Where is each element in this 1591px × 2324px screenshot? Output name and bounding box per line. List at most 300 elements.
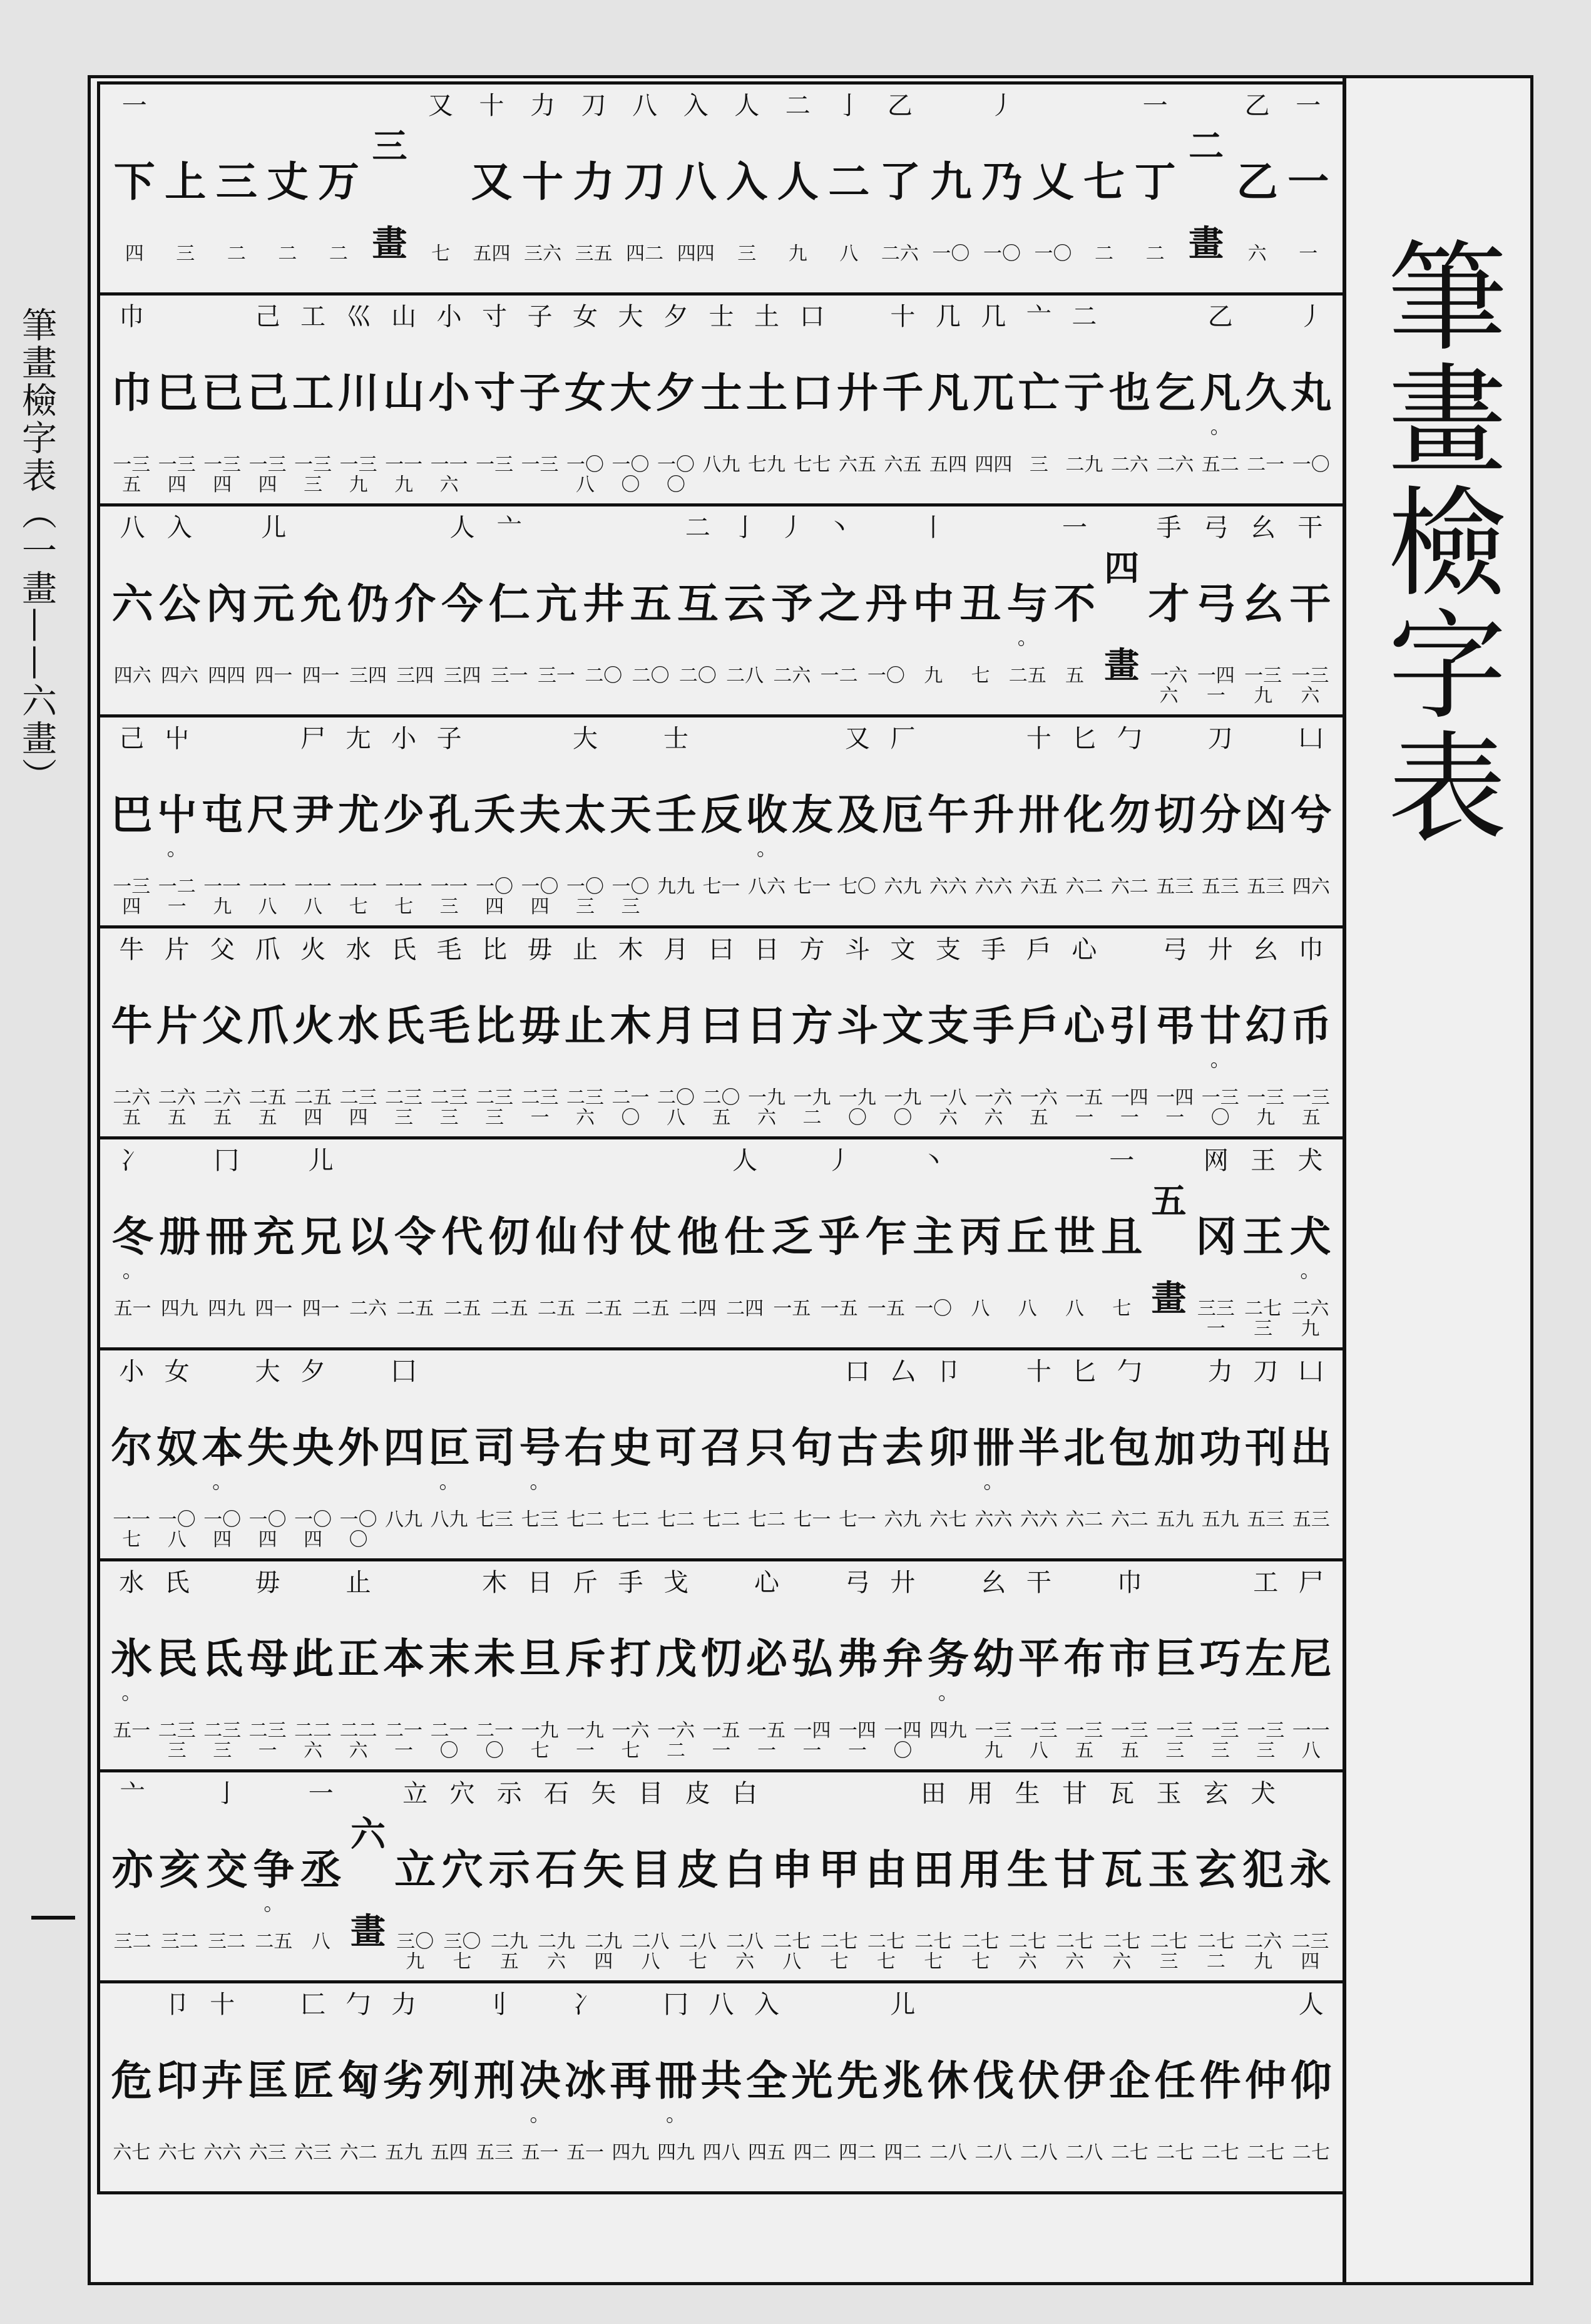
radical-label: 女 <box>573 302 598 331</box>
character-entry <box>874 85 926 292</box>
page-reference: 六二 <box>339 2142 377 2164</box>
radical-label: 一 <box>121 91 147 120</box>
character: 立 <box>394 1845 436 1894</box>
character: 井 <box>583 579 625 628</box>
page-reference: 三二 <box>160 1931 198 1953</box>
character: 尼 <box>1290 1634 1332 1683</box>
radical-label: 巾 <box>1298 935 1324 964</box>
page-reference: 一一八 <box>294 876 332 918</box>
page-reference: 二六 <box>1110 454 1148 476</box>
character-entry <box>608 296 653 503</box>
page-reference: 二 <box>227 243 246 265</box>
character: 左 <box>1245 1634 1287 1683</box>
radical-label: 止 <box>573 935 598 964</box>
character-entry <box>290 1983 335 2191</box>
character: 甘 <box>1054 1845 1095 1894</box>
page-reference: 一三三 <box>1201 1720 1239 1762</box>
radical-label: 巛 <box>345 302 371 331</box>
radical-label: 工 <box>1253 1568 1279 1597</box>
page-reference: 二七 <box>1247 2142 1285 2164</box>
character: 父 <box>202 1001 243 1050</box>
variant-mark: 。 <box>529 1469 550 1493</box>
character: 仍 <box>347 579 389 628</box>
character: 比 <box>474 1001 516 1050</box>
index-rows <box>91 78 1349 2282</box>
character: 史 <box>610 1423 652 1472</box>
page-reference: 八 <box>971 1298 990 1320</box>
page-reference: 二三四 <box>339 1087 377 1129</box>
character-entry <box>203 506 250 714</box>
character-entry <box>1107 1350 1152 1558</box>
character-entry <box>109 1350 154 1558</box>
page-reference: 一三四 <box>203 454 242 496</box>
page-reference: 一一三 <box>430 876 468 918</box>
page-reference: 二〇 <box>678 665 717 687</box>
character: 争 <box>253 1845 295 1894</box>
page-reference: 四九 <box>611 2142 650 2164</box>
character-entry <box>619 85 670 292</box>
character: 本 <box>202 1423 243 1472</box>
character: 元 <box>253 579 295 628</box>
character: 弔 <box>1154 1001 1196 1050</box>
radical-label: 弓 <box>1162 935 1188 964</box>
character-entry <box>698 296 744 503</box>
radical-label: 一 <box>308 1779 334 1808</box>
variant-mark: 。 <box>212 1469 233 1493</box>
page-reference: 一四一 <box>793 1720 831 1762</box>
character-entry <box>1016 1983 1062 2191</box>
character-entry <box>1051 1772 1098 1980</box>
character-entry <box>653 928 698 1136</box>
character: 半 <box>1018 1423 1060 1472</box>
page-reference: 二六九 <box>1291 1298 1329 1340</box>
character: 厄 <box>882 790 924 839</box>
character: 丘 <box>1006 1212 1048 1261</box>
variant-mark: 。 <box>983 1469 1004 1493</box>
page-reference: 二三一 <box>521 1087 559 1129</box>
character: 件 <box>1199 2056 1241 2105</box>
radical-label: 大 <box>255 1357 280 1386</box>
page-reference: 九 <box>924 665 943 687</box>
variant-mark: 。 <box>263 1891 284 1915</box>
radical-label: 刀 <box>1207 724 1233 753</box>
radical-label: 小 <box>391 724 417 753</box>
character-entry <box>290 1350 335 1558</box>
character-entry <box>250 1139 297 1347</box>
character-entry <box>653 1983 698 2191</box>
character-entry <box>1287 506 1334 714</box>
character-entry <box>290 296 335 503</box>
page-reference: 四一 <box>302 665 340 687</box>
character-entry <box>1192 1772 1239 1980</box>
page-reference: 二七七 <box>867 1931 905 1973</box>
page-reference: 一〇四 <box>476 876 514 918</box>
character: 匡 <box>247 2056 289 2105</box>
radical-label: 小 <box>119 1357 145 1386</box>
radical-label: 二 <box>785 91 811 120</box>
radical-label: 心 <box>1072 935 1097 964</box>
character: 仕 <box>724 1212 766 1261</box>
radical-label: 山 <box>391 302 417 331</box>
page-reference: 二五 <box>490 1298 528 1320</box>
radical-label: 大 <box>618 302 643 331</box>
character: 丹 <box>865 579 907 628</box>
radical-label: 片 <box>164 935 190 964</box>
page-reference: 八 <box>1065 1298 1084 1320</box>
index-row <box>97 925 1346 1139</box>
page-reference: 一〇 <box>1292 454 1330 476</box>
page-reference: 六六 <box>929 876 967 898</box>
character: 乍 <box>865 1212 907 1261</box>
character: 口 <box>791 368 833 417</box>
character: 王 <box>1242 1212 1284 1261</box>
character-entry <box>154 296 199 503</box>
character-entry <box>722 85 773 292</box>
character-entry <box>1062 1983 1107 2191</box>
radical-label: 厶 <box>890 1357 916 1386</box>
stroke-count-number: 二 <box>1189 126 1224 167</box>
page-reference: 一九〇 <box>838 1087 876 1129</box>
character: 十 <box>522 157 564 206</box>
page-reference: 二三三 <box>203 1720 242 1762</box>
page-reference: 二一 <box>1247 454 1285 476</box>
character: 忉 <box>700 1634 742 1683</box>
character-entry <box>381 928 426 1136</box>
character-entry <box>1004 1772 1051 1980</box>
character-entry <box>971 1350 1016 1558</box>
character: 伐 <box>973 2056 1015 2105</box>
character-entry <box>426 1983 471 2191</box>
variant-mark: 。 <box>122 1258 143 1282</box>
page-reference: 一一七 <box>385 876 423 918</box>
character: 了 <box>879 157 921 206</box>
character: 犬 <box>1289 1212 1331 1261</box>
radical-label: 丶 <box>921 1146 946 1175</box>
page-reference: 一五一 <box>1065 1087 1103 1129</box>
radical-label: 八 <box>632 91 658 120</box>
character-entry <box>203 1139 250 1347</box>
character-entry <box>744 717 789 925</box>
character: 印 <box>156 2056 198 2105</box>
radical-label: 亠 <box>496 513 522 542</box>
page-reference: 四一 <box>302 1298 340 1320</box>
radical-label: 冫 <box>120 1146 145 1175</box>
page-reference: 一〇〇 <box>611 454 650 496</box>
radical-label: 寸 <box>482 302 508 331</box>
radical-label: 心 <box>754 1568 779 1597</box>
page-reference: 五九 <box>1201 1509 1239 1531</box>
character-entry <box>1198 928 1243 1136</box>
character-entry <box>154 1561 199 1769</box>
page-reference: 一〇三 <box>611 876 650 918</box>
character: 干 <box>1289 579 1331 628</box>
character-entry <box>880 717 925 925</box>
radical-label: 冂 <box>214 1146 240 1175</box>
page-reference: 二五五 <box>248 1087 287 1129</box>
character-entry <box>109 928 154 1136</box>
page-reference: 二七 <box>1110 2142 1148 2164</box>
character: 充 <box>253 1212 295 1261</box>
character: 正 <box>337 1634 379 1683</box>
character-entry <box>1243 717 1288 925</box>
character-entry <box>211 85 262 292</box>
character: 付 <box>583 1212 625 1261</box>
page-reference: 四二 <box>626 243 664 265</box>
radical-label: 匕 <box>1072 724 1097 753</box>
radical-label: 儿 <box>308 1146 334 1175</box>
character: 乎 <box>818 1212 860 1261</box>
page-reference: 一三 <box>476 454 514 476</box>
character: 冰 <box>565 2056 606 2105</box>
character-entry <box>344 506 391 714</box>
index-row <box>97 714 1346 928</box>
page-reference: 二六 <box>1156 454 1194 476</box>
character: 丙 <box>959 1212 1001 1261</box>
character-entry <box>472 928 517 1136</box>
character: 弗 <box>836 1634 878 1683</box>
character: 乏 <box>771 1212 813 1261</box>
radical-label: 人 <box>734 91 760 120</box>
character-entry <box>608 1350 653 1558</box>
character-entry <box>517 296 562 503</box>
character-entry <box>109 1139 156 1347</box>
character: 交 <box>206 1845 248 1894</box>
character: 工 <box>292 368 334 417</box>
character-entry <box>957 1139 1004 1347</box>
page-reference: 八 <box>839 243 859 265</box>
character: 白 <box>724 1845 766 1894</box>
character: 毋 <box>519 1001 561 1050</box>
page-reference: 四九 <box>160 1298 198 1320</box>
page-reference: 二七 <box>1156 2142 1194 2164</box>
character-entry <box>1289 717 1334 925</box>
page-reference: 二七三 <box>1150 1931 1188 1973</box>
radical-label: 父 <box>210 935 235 964</box>
character: 民 <box>156 1634 198 1683</box>
character: 互 <box>677 579 719 628</box>
character: 出 <box>1290 1423 1332 1472</box>
character-entry <box>297 506 344 714</box>
page-reference: 二八 <box>726 665 764 687</box>
page-reference: 三 <box>737 243 757 265</box>
character: 水 <box>337 1001 379 1050</box>
page-reference: 二 <box>1145 243 1165 265</box>
character: 手 <box>973 1001 1015 1050</box>
page-reference: 一 <box>1299 243 1318 265</box>
radical-label: 皮 <box>685 1779 710 1808</box>
page-reference: 二五四 <box>294 1087 332 1129</box>
page-reference: 一三三 <box>294 454 332 496</box>
page-reference: 五四 <box>473 243 511 265</box>
character: 久 <box>1245 368 1287 417</box>
page-reference: 一一七 <box>339 876 377 918</box>
character-entry <box>880 1561 925 1769</box>
character: 且 <box>1101 1212 1143 1261</box>
page-reference: 三 <box>176 243 195 265</box>
character: 巳 <box>156 368 198 417</box>
character: 引 <box>1108 1001 1150 1050</box>
character-entry <box>722 1139 769 1347</box>
character: 巧 <box>1199 1634 1241 1683</box>
stroke-count-label: 畫 <box>1189 223 1224 264</box>
character: 刀 <box>624 157 666 206</box>
radical-label: 刀 <box>1253 1357 1279 1386</box>
page-reference: 八九 <box>702 454 740 476</box>
radical-label: 廾 <box>890 1568 916 1597</box>
character: 亡 <box>1018 368 1060 417</box>
page-reference: 二八六 <box>726 1931 764 1973</box>
character-entry <box>880 1350 925 1558</box>
character-entry <box>426 296 471 503</box>
radical-label: 丿 <box>989 91 1015 120</box>
page-reference: 二六五 <box>158 1087 196 1129</box>
character: 六 <box>111 579 153 628</box>
index-row <box>97 1347 1346 1561</box>
character: 子 <box>519 368 561 417</box>
character: 凡 <box>927 368 969 417</box>
radical-label: 子 <box>527 302 553 331</box>
character-entry <box>1198 717 1243 925</box>
character: 夫 <box>519 790 561 839</box>
page-reference: 四六 <box>160 665 198 687</box>
character-entry <box>880 296 925 503</box>
page-reference: 二五 <box>255 1931 293 1953</box>
character: 市 <box>1108 1634 1150 1683</box>
page-reference: 二七七 <box>961 1931 1000 1973</box>
page-reference: 一三〇 <box>1201 1087 1239 1129</box>
character: 主 <box>913 1212 954 1261</box>
character: 卌 <box>973 1423 1015 1472</box>
radical-label: 丨 <box>921 513 946 542</box>
radical-label: 氏 <box>164 1568 190 1597</box>
character: 仲 <box>1245 2056 1287 2105</box>
character-entry <box>154 928 199 1136</box>
page-reference: 二五 <box>1008 665 1046 687</box>
radical-label: 甘 <box>1062 1779 1087 1808</box>
character-entry <box>744 928 789 1136</box>
character-entry <box>722 506 769 714</box>
character-entry <box>789 928 834 1136</box>
radical-label: 毋 <box>255 1568 280 1597</box>
radical-label: 幺 <box>981 1568 1006 1597</box>
page-reference: 六二 <box>1065 1509 1103 1531</box>
character: 此 <box>292 1634 334 1683</box>
radical-label: 牛 <box>119 935 145 964</box>
character-entry <box>957 1772 1004 1980</box>
character-entry <box>335 296 381 503</box>
radical-label: 一 <box>1062 513 1087 542</box>
character: 大 <box>610 368 652 417</box>
radical-label: 弓 <box>1203 513 1229 542</box>
page-reference: 五三 <box>1292 1509 1330 1531</box>
character: 天 <box>610 790 652 839</box>
character-entry <box>772 85 824 292</box>
character-entry <box>1062 1350 1107 1558</box>
character-entry <box>1145 1772 1192 1980</box>
radical-label: 日 <box>754 935 779 964</box>
character: 止 <box>565 1001 606 1050</box>
page-reference: 四六 <box>1292 876 1330 898</box>
page-reference: 二三六 <box>566 1087 605 1129</box>
stroke-count-number: 五 <box>1151 1181 1187 1222</box>
character-entry <box>109 717 154 925</box>
character-entry <box>910 1772 957 1980</box>
character-entry <box>466 85 518 292</box>
character: 二 <box>828 157 870 206</box>
page-reference: 一〇 <box>983 243 1021 265</box>
character-entry <box>156 506 203 714</box>
stroke-count-header <box>1098 506 1145 714</box>
radical-label: 一 <box>1109 1146 1135 1175</box>
page-reference: 一一九 <box>385 454 423 496</box>
character: 友 <box>791 790 833 839</box>
character-entry <box>835 1350 880 1558</box>
page-reference: 二五 <box>538 1298 576 1320</box>
radical-label: 土 <box>754 302 779 331</box>
page-reference: 二七六 <box>1103 1931 1141 1973</box>
radical-label: 乙 <box>1244 91 1270 120</box>
character-entry <box>563 717 608 925</box>
character-entry <box>313 85 364 292</box>
character-entry <box>472 1983 517 2191</box>
character: 休 <box>927 2056 969 2105</box>
character-entry <box>426 928 471 1136</box>
character: 上 <box>165 157 207 206</box>
character: 冊 <box>655 2056 697 2105</box>
radical-label: 十 <box>479 91 504 120</box>
character: 才 <box>1148 579 1190 628</box>
radical-label: 亅 <box>836 91 862 120</box>
page-reference: 二五 <box>443 1298 481 1320</box>
page-reference: 二七七 <box>820 1931 858 1973</box>
character: 斗 <box>836 1001 878 1050</box>
character-entry <box>563 1983 608 2191</box>
radical-label: 八 <box>709 1990 734 2019</box>
radical-label: 支 <box>935 935 961 964</box>
character: 乙 <box>1236 157 1278 206</box>
radical-label: 一 <box>1142 91 1168 120</box>
character-entry <box>109 1772 156 1980</box>
character-entry <box>533 1139 580 1347</box>
variant-mark: 。 <box>1017 625 1038 649</box>
character: 士 <box>700 368 742 417</box>
character: 玉 <box>1148 1845 1190 1894</box>
radical-label: 犬 <box>1297 1146 1323 1175</box>
character: 凶 <box>1245 790 1287 839</box>
radical-label: 小 <box>436 302 462 331</box>
variant-mark: 。 <box>756 836 777 860</box>
page-reference: 二一一 <box>385 1720 423 1762</box>
character-entry <box>1289 296 1334 503</box>
page-reference: 二〇八 <box>657 1087 695 1129</box>
character: 九 <box>930 157 972 206</box>
page-reference: 一三五 <box>1065 1720 1103 1762</box>
page-reference: 二七三 <box>1244 1298 1282 1340</box>
character: 企 <box>1108 2056 1150 2105</box>
page-reference: 七一 <box>793 1509 831 1531</box>
page-reference: 一〇八 <box>566 454 605 496</box>
character: 土 <box>745 368 787 417</box>
radical-label: 刀 <box>581 91 606 120</box>
radical-label: 卩 <box>164 1990 190 2019</box>
stroke-count-number: 六 <box>350 1814 386 1855</box>
character: 丸 <box>1290 368 1332 417</box>
page-reference: 一五一 <box>702 1720 740 1762</box>
character: 匈 <box>337 2056 379 2105</box>
character-entry <box>200 296 245 503</box>
page-reference: 一五 <box>867 1298 905 1320</box>
radical-label: 二 <box>1072 302 1097 331</box>
